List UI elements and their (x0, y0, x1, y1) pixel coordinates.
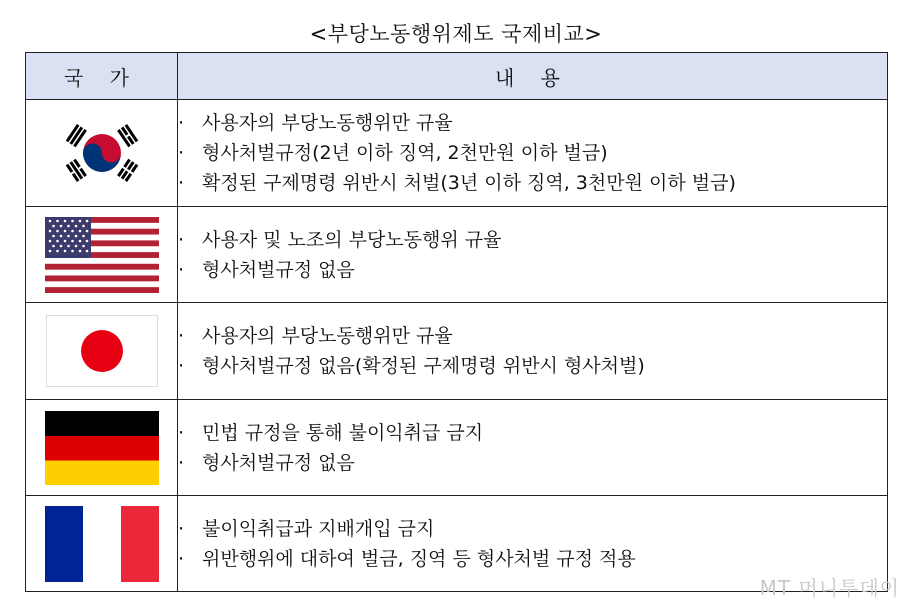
japan-flag (46, 315, 158, 387)
list-item: · 사용자의 부당노동행위만 규율 (178, 112, 453, 134)
watermark-logo: MT 머니투데이 (759, 576, 900, 600)
list-item: · 확정된 구제명령 위반시 처벌(3년 이하 징역, 3천만원 이하 벌금) (178, 172, 736, 194)
table-row (26, 400, 888, 496)
header-row (26, 53, 888, 100)
list-item: · 형사처벌규정 없음 (178, 451, 355, 474)
list-item: · 사용자 및 노조의 부당노동행위 규율 (178, 228, 502, 251)
south-korea-flag (45, 115, 159, 191)
germany-flag (45, 411, 159, 485)
france-flag (45, 506, 159, 582)
header-content: 내 용 (178, 53, 888, 100)
header-country: 국 가 (26, 53, 178, 100)
list-item: · 형사처벌규정(2년 이하 징역, 2천만원 이하 벌금) (178, 142, 608, 164)
comparison-table (25, 52, 888, 592)
list-item: · 위반행위에 대하여 벌금, 징역 등 형사처벌 규정 적용 (178, 547, 636, 570)
table-title: <부당노동행위제도 국제비교> (309, 22, 603, 46)
table-row (26, 496, 888, 592)
table-row (26, 207, 888, 303)
list-item: · 형사처벌규정 없음 (178, 258, 355, 281)
usa-flag (45, 217, 159, 293)
list-item: · 불이익취급과 지배개입 금지 (178, 517, 435, 540)
list-item: · 형사처벌규정 없음(확정된 구제명령 위반시 형사처벌) (178, 355, 645, 377)
list-item: · 사용자의 부당노동행위만 규율 (178, 325, 453, 347)
table-row (26, 100, 888, 207)
table-row (26, 303, 888, 400)
list-item: · 민법 규정을 통해 불이익취급 금지 (178, 421, 484, 444)
